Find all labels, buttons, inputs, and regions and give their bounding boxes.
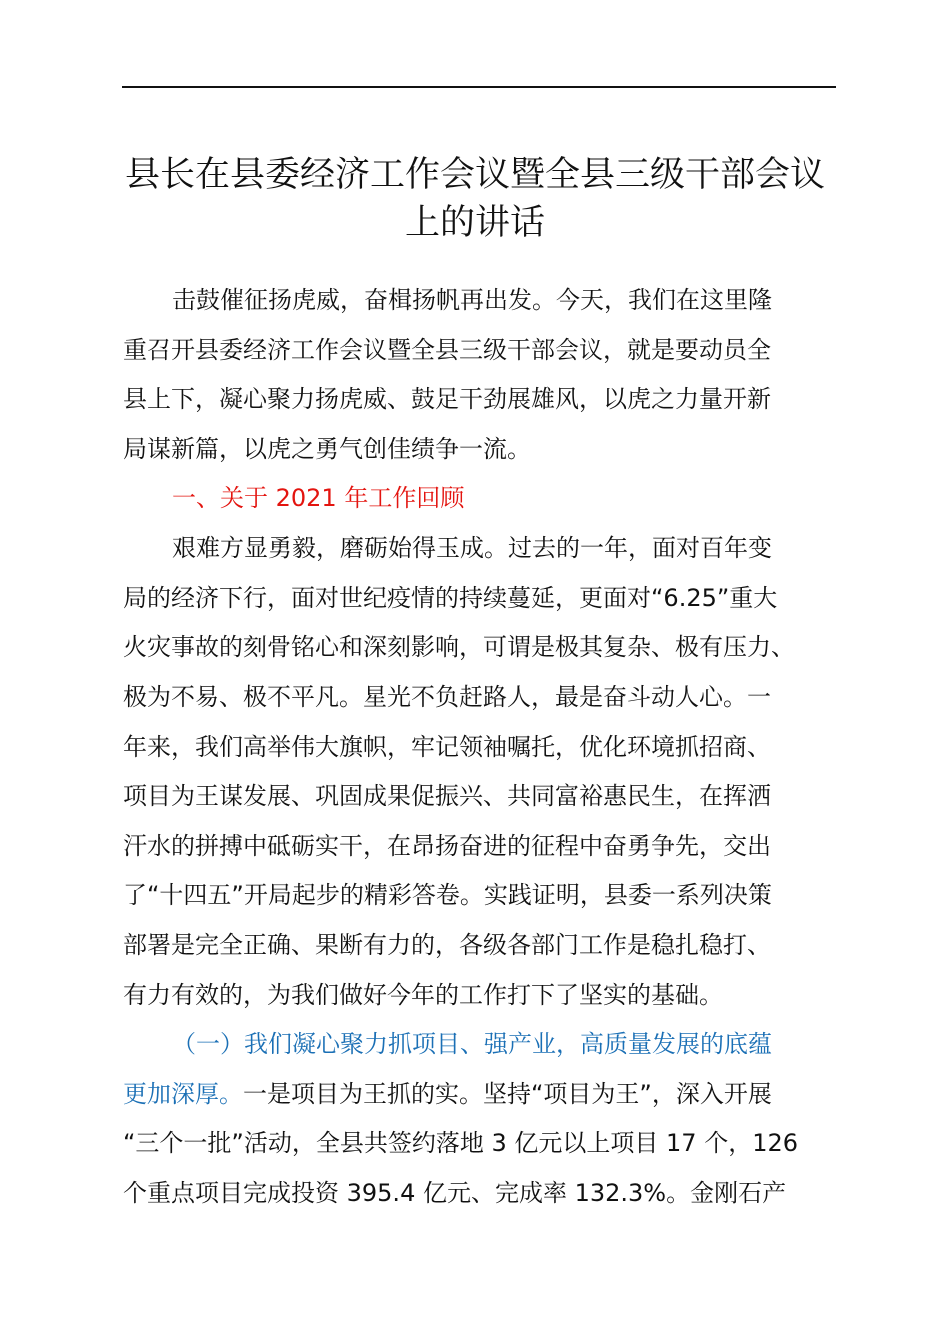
paragraph-line: 火灾事故的刻骨铭心和深刻影响，可谓是极其复杂、极有压力、 — [123, 633, 795, 661]
paragraph-line: 了“十四五”开局起步的精彩答卷。实践证明，县委一系列决策 — [123, 881, 772, 909]
paragraph-line: 部署是完全正确、果断有力的，各级各部门工作是稳扎稳打、 — [123, 931, 771, 959]
paragraph-line: 年来，我们高举伟大旗帜，牢记领袖嘱托，优化环境抓招商、 — [123, 733, 771, 761]
paragraph-line: 汗水的拼搏中砥砺实干，在昂扬奋进的征程中奋勇争先，交出 — [123, 832, 771, 860]
intro-line: 重召开县委经济工作会议暨全县三级干部会议，就是要动员全 — [123, 336, 771, 364]
intro-line: 县上下，凝心聚力扬虎威、鼓足干劲展雄风，以虎之力量开新 — [123, 385, 771, 413]
paragraph-line: “三个一批”活动，全县共签约落地 3 亿元以上项目 17 个，126 — [123, 1129, 798, 1157]
intro-line: 击鼓催征扬虎威，奋楫扬帆再出发。今天，我们在这里隆 — [172, 286, 772, 314]
header-rule — [122, 86, 836, 88]
paragraph-line: 个重点项目完成投资 395.4 亿元、完成率 132.3%。金刚石产 — [123, 1179, 787, 1207]
paragraph-line — [123, 1077, 843, 1111]
paragraph-line: 有力有效的，为我们做好今年的工作打下了坚实的基础。 — [123, 981, 723, 1009]
paragraph-line: 局的经济下行，面对世纪疫情的持续蔓延，更面对“6.25”重大 — [123, 584, 778, 612]
document-title-line-1: 县长在县委经济工作会议暨全县三级干部会议 — [124, 155, 825, 195]
subsection-heading-end: 更加深厚。 — [123, 1080, 243, 1108]
document-title-line-2: 上的讲话 — [404, 203, 545, 243]
intro-line: 局谋新篇，以虎之勇气创佳绩争一流。 — [123, 435, 531, 463]
paragraph-line: 极为不易、极不平凡。星光不负赶路人，最是奋斗动人心。一 — [123, 683, 771, 711]
paragraph-text: 一是项目为王抓的实。坚持“项目为王”，深入开展 — [243, 1080, 772, 1108]
subsection-heading: （一）我们凝心聚力抓项目、强产业，高质量发展的底蕴 — [172, 1030, 772, 1058]
section-heading: 一、关于 2021 年工作回顾 — [172, 484, 465, 512]
paragraph-line: 项目为王谋发展、巩固成果促振兴、共同富裕惠民生，在挥洒 — [123, 782, 771, 810]
paragraph-line: 艰难方显勇毅，磨砺始得玉成。过去的一年，面对百年变 — [172, 534, 772, 562]
